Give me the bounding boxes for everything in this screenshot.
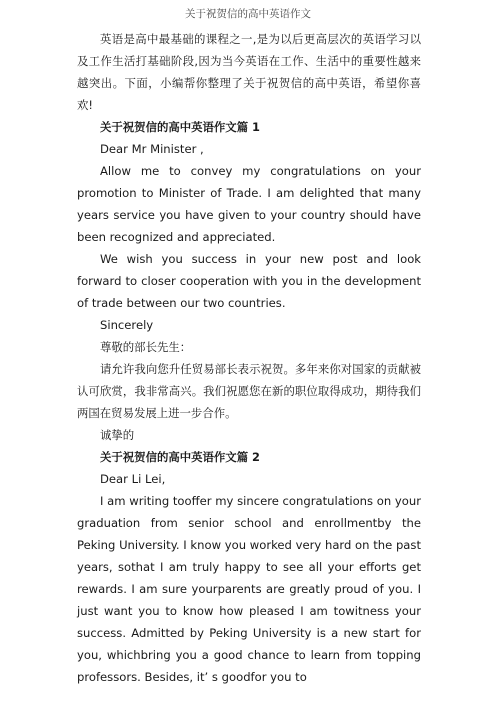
translation-closing: 诚挚的 bbox=[100, 428, 135, 442]
translation-paragraph: 请允许我向您升任贸易部长表示祝贺。多年来你对国家的贡献被认可欣赏，我非常高兴。我们祝愿您在新的职位取得成功，期待我们两国在贸易发展上进一步合作。 bbox=[77, 362, 421, 420]
document-body bbox=[77, 28, 421, 688]
letter-salutation: Dear Mr Minister , bbox=[100, 142, 204, 156]
section-heading-1: 关于祝贺信的高中英语作文篇 1 bbox=[100, 120, 260, 134]
letter-paragraph: Allow me to convey my congratulations on your promotion to Minister of Trade. I am delighted that many years service you have given to your country should have been recognized and appreciated. bbox=[77, 164, 421, 244]
letter-paragraph: I am writing tooffer my sincere congratulations on your graduation from senior school and enrollmentby the Peking University. I know you worked very hard on the past years, sothat I am truly happy to see all your efforts get rewards. I am sure yourparents are greatly proud of you. I just want you to know how pleased I am towitness your success. Admitted by Peking University is a new start for you, whichbring you a good chance to learn from topping professors. Besides, it’ s goodfor you to bbox=[77, 494, 421, 684]
letter-paragraph: We wish you success in your new post and look forward to closer cooperation with you in the development of trade between our two countries. bbox=[77, 252, 421, 310]
letter-salutation: Dear Li Lei, bbox=[100, 472, 166, 486]
section-heading-2: 关于祝贺信的高中英语作文篇 2 bbox=[100, 450, 260, 464]
letter-closing: Sincerely bbox=[100, 318, 154, 332]
page-title: 关于祝贺信的高中英语作文 bbox=[185, 8, 311, 20]
intro-paragraph: 英语是高中最基础的课程之一,是为以后更高层次的英语学习以及工作生活打基础阶段,因为当今英语在工作、生活中的重要性越来越突出。下面，小编帮你整理了关于祝贺信的高中英语，希望你喜欢! bbox=[77, 32, 421, 112]
translation-salutation: 尊敬的部长先生： bbox=[100, 340, 192, 354]
